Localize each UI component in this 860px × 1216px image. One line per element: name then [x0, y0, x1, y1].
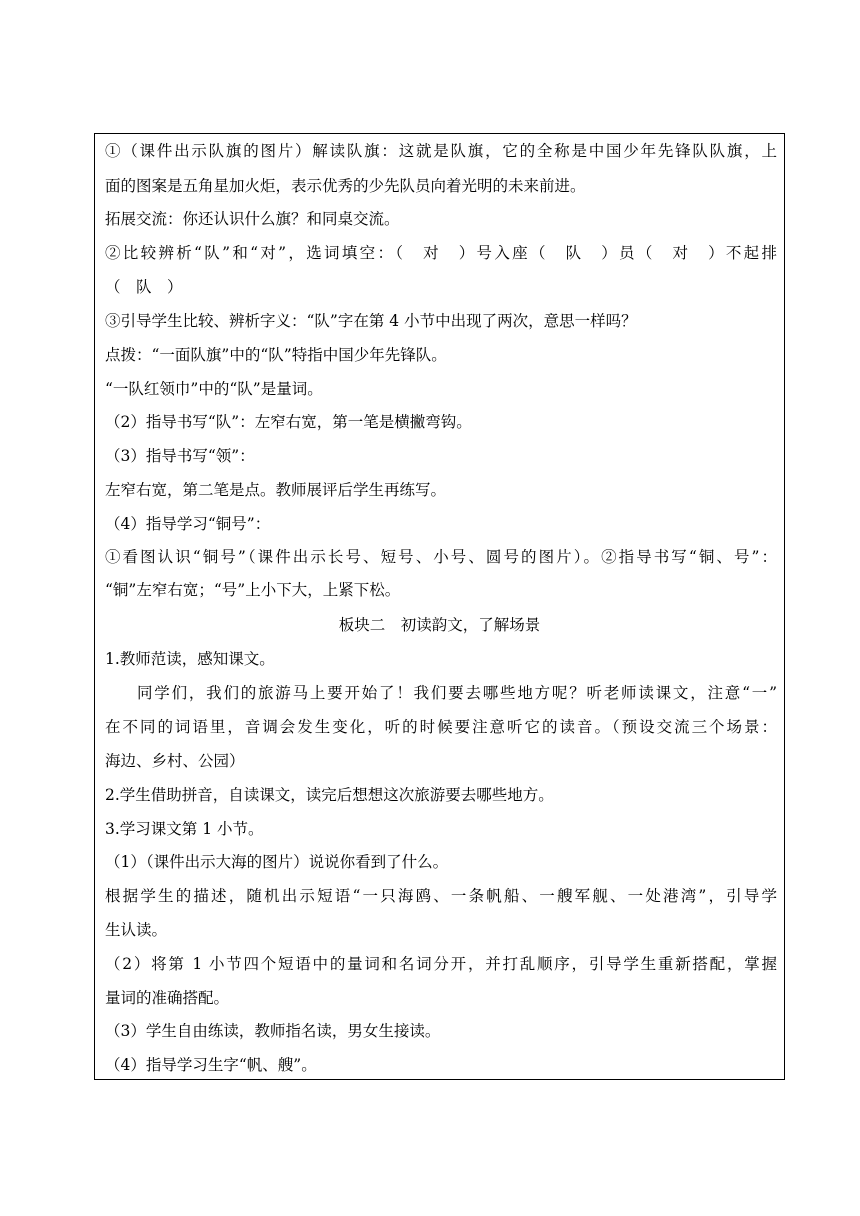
- section-heading: 板块二 初读韵文，了解场景: [338, 616, 541, 634]
- text-line: 根据学生的描述，随机出示短语“一只海鸥、一条帆船、一艘军舰、一处港湾”，引导学: [105, 887, 777, 905]
- text-line: 2.学生借助拼音，自读课文，读完后想想这次旅游要去哪些地方。: [105, 786, 554, 804]
- text-line: 海边、乡村、公园）: [105, 752, 245, 770]
- text-line: 生认读。: [105, 921, 168, 939]
- text-line: ①看图认识“铜号”（课件出示长号、短号、小号、圆号的图片）。②指导书写“铜、号”：: [105, 548, 777, 566]
- text-line: （1）（课件出示大海的图片）说说你看到了什么。: [105, 853, 449, 871]
- text-line: （3）指导书写“领”：: [105, 447, 255, 465]
- text-line: 量词的准确搭配。: [105, 989, 230, 1007]
- text-line: （4）指导学习“铜号”：: [105, 515, 271, 533]
- text-line: 3.学习课文第 1 小节。: [105, 820, 264, 838]
- text-line: 左窄右宽，第二笔是点。教师展评后学生再练写。: [105, 481, 447, 499]
- text-line: （2）将第 1 小节四个短语中的量词和名词分开，并打乱顺序，引导学生重新搭配，掌握: [105, 955, 777, 973]
- text-line: “铜”左窄右宽；“号”上小下大，上紧下松。: [105, 581, 401, 599]
- text-line: ③引导学生比较、辨析字义：“队”字在第 4 小节中出现了两次，意思一样吗？: [105, 312, 637, 330]
- text-line: ②比较辨析“队”和“对”，选词填空：（ 对 ）号入座（ 队 ）员（ 对 ）不起排: [105, 244, 777, 262]
- text-line: （3）学生自由练读，教师指名读，男女生接读。: [105, 1022, 441, 1040]
- text-line: 在不同的词语里，音调会发生变化，听的时候要注意听它的读音。（预设交流三个场景：: [105, 718, 777, 736]
- text-line: （ 队 ）: [105, 278, 183, 296]
- text-line: （4）指导学习生字“帆、艘”。: [105, 1056, 317, 1074]
- text-line: 拓展交流：你还认识什么旗？和同桌交流。: [105, 210, 400, 228]
- text-line: 1.教师范读，感知课文。: [105, 650, 275, 668]
- text-line: 同学们，我们的旅游马上要开始了！我们要去哪些地方呢？听老师读课文，注意“一”: [137, 684, 777, 702]
- text-line: ①（课件出示队旗的图片）解读队旗：这就是队旗，它的全称是中国少年先锋队队旗，上: [105, 142, 777, 160]
- text-line: 点拨：“一面队旗”中的“队”特指中国少年先锋队。: [105, 346, 447, 364]
- text-line: （2）指导书写“队”：左窄右宽，第一笔是横撇弯钩。: [105, 413, 472, 431]
- text-line: “一队红领巾”中的“队”是量词。: [105, 380, 323, 398]
- text-line: 面的图案是五角星加火炬，表示优秀的少先队员向着光明的未来前进。: [105, 177, 586, 195]
